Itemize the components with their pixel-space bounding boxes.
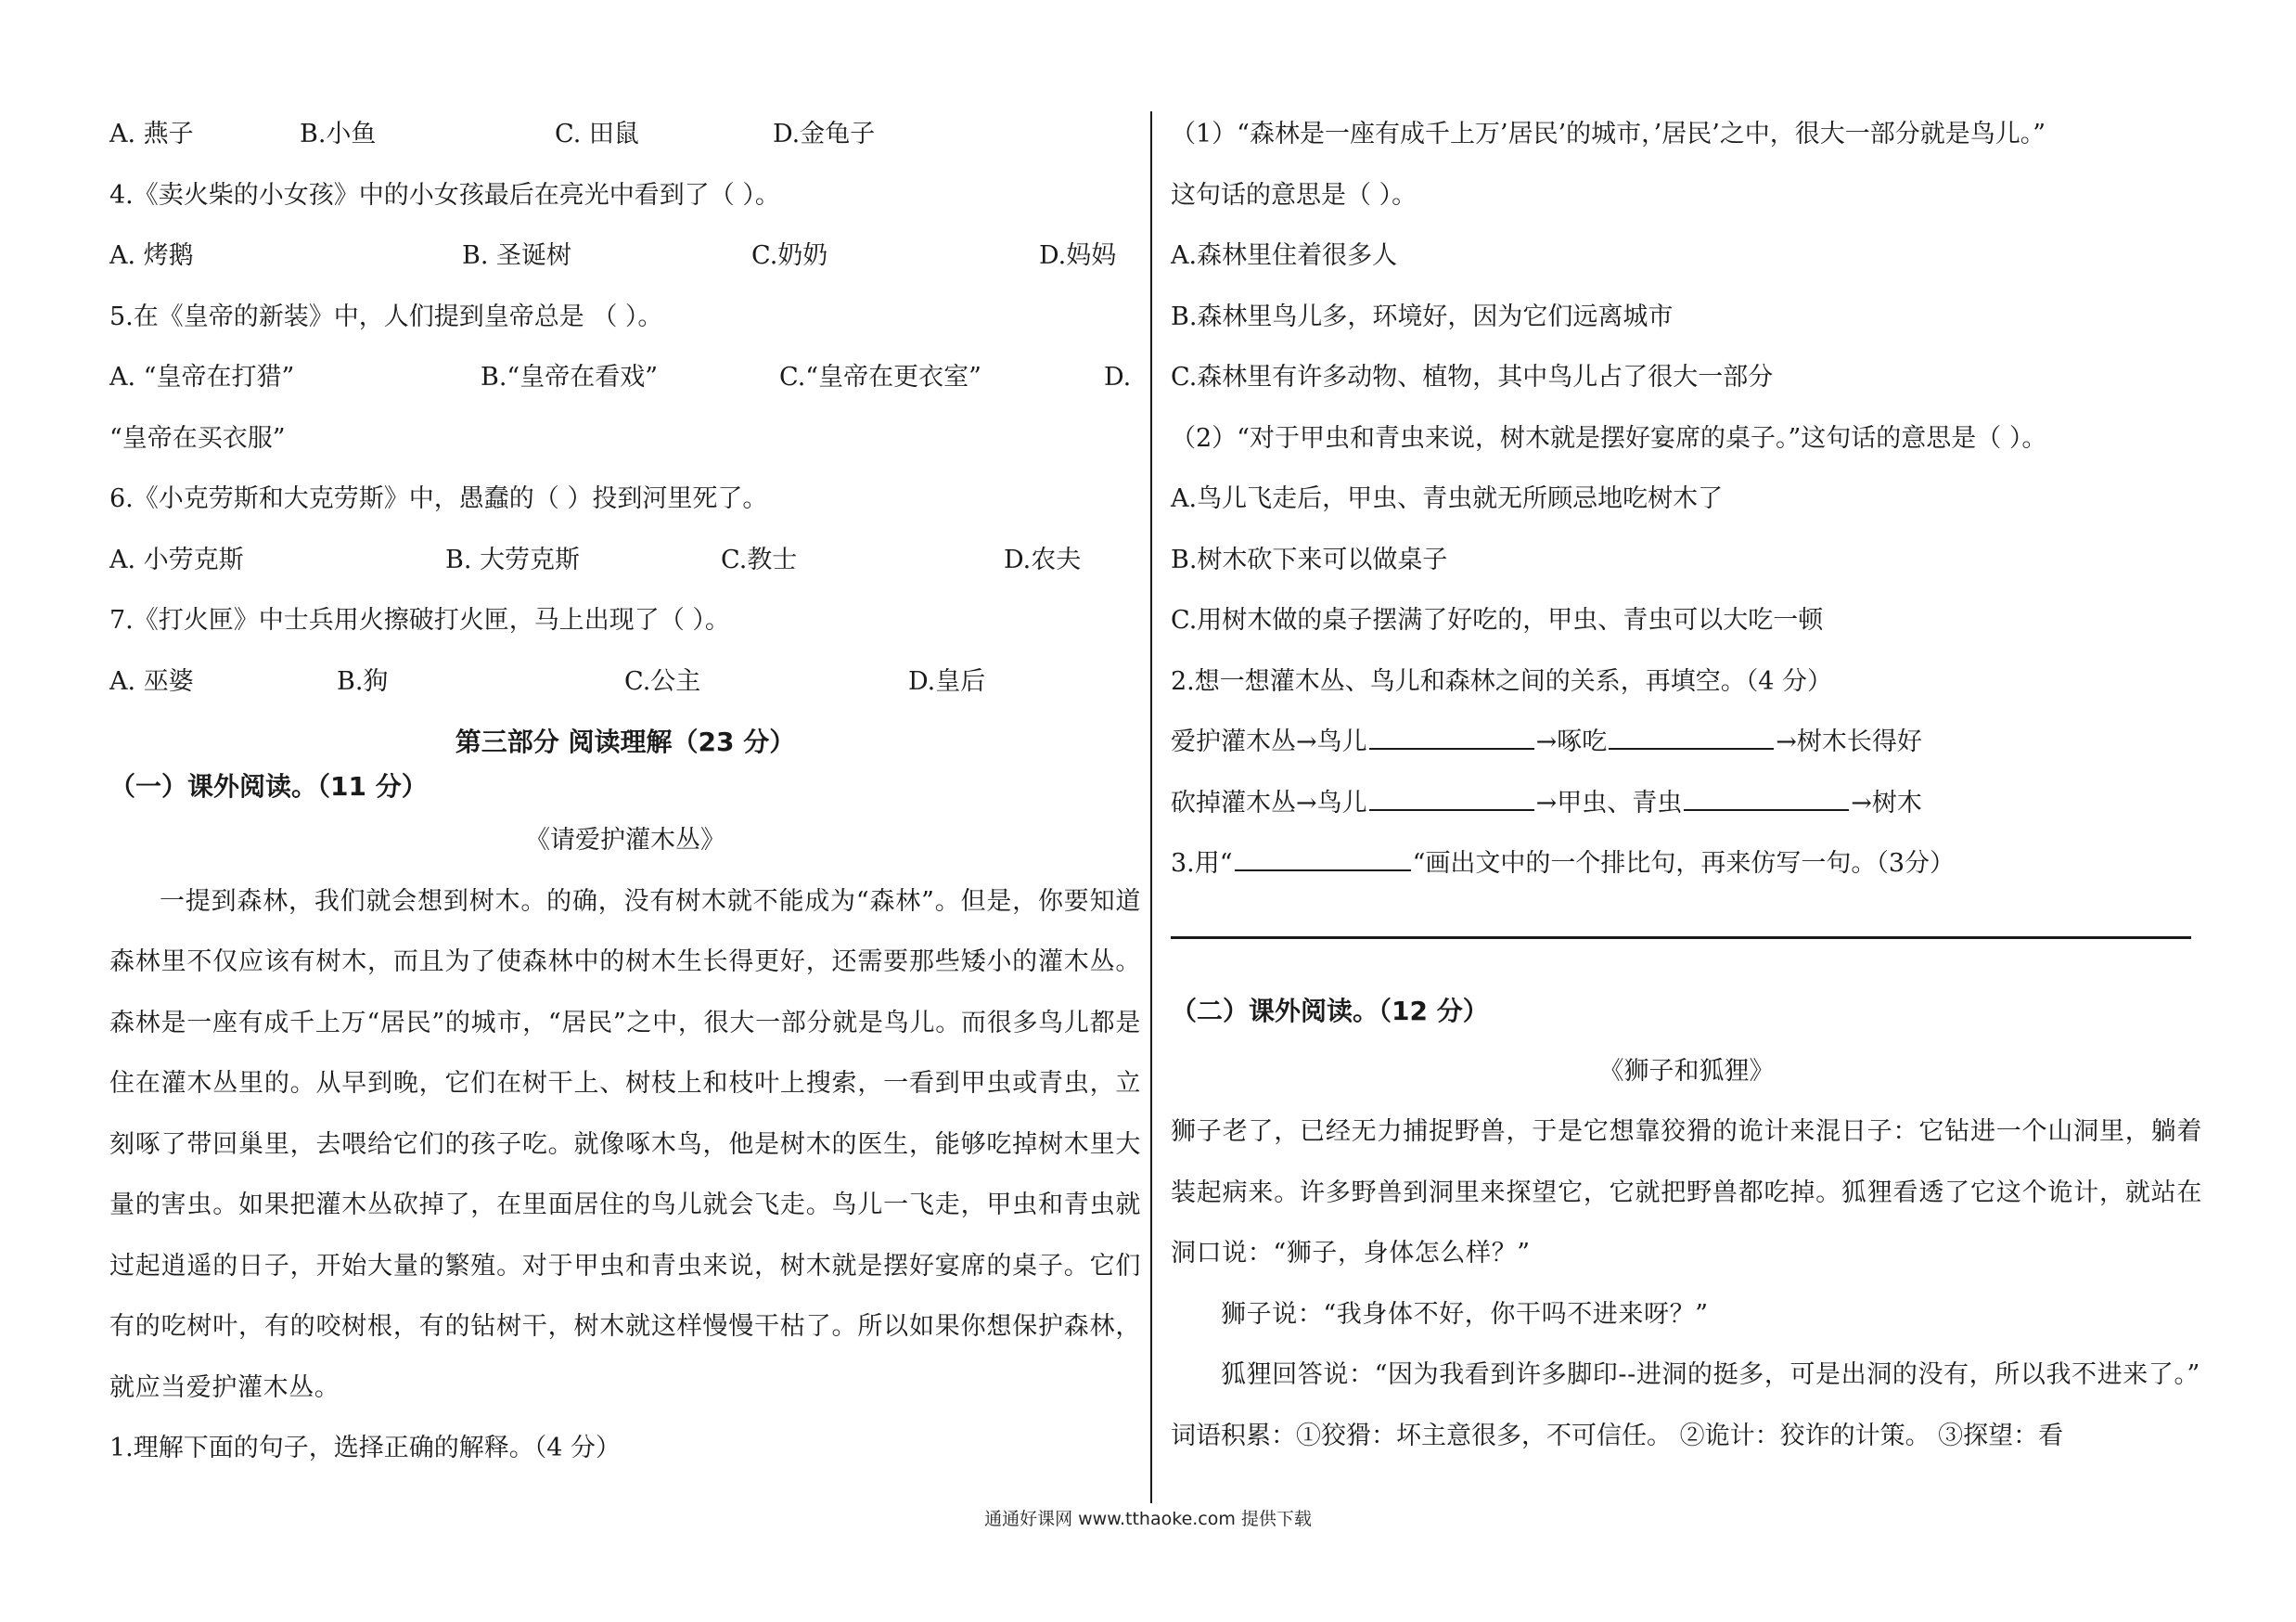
option-d: D.妈妈	[1039, 241, 1117, 270]
left-column	[109, 104, 1141, 1479]
right-column	[1171, 104, 2202, 1466]
fill-text: →啄吃	[1535, 727, 1608, 756]
answer-blank[interactable]	[1684, 787, 1849, 811]
sub2-option-a: A.鸟儿飞走后，甲虫、青虫就无所顾忌地吃树木了	[1171, 484, 1724, 513]
part3-heading: 第三部分 阅读理解（23 分）	[455, 727, 796, 757]
option-c: C.公主	[624, 666, 701, 696]
q5-options	[109, 347, 1141, 408]
q4-options	[109, 225, 1141, 287]
q3-options	[109, 104, 1141, 165]
option-d: D.金龟子	[773, 120, 876, 148]
reading2-heading: （二）课外阅读。（12 分）	[1171, 995, 1489, 1026]
q3-suffix: “画出文中的一个排比句，再来仿写一句。（3分）	[1412, 849, 1956, 878]
q7-options	[109, 651, 1141, 713]
fill-text: 爱护灌木丛→鸟儿	[1171, 727, 1367, 756]
question-4: 4.《卖火柴的小女孩》中的小女孩最后在亮光中看到了（ ）。	[109, 180, 780, 210]
sub1-option-a: A.森林里住着很多人	[1171, 241, 1398, 270]
option-b: B. 圣诞树	[462, 241, 572, 270]
question-6: 6.《小克劳斯和大克劳斯》中，愚蠢的（ ）投到河里死了。	[109, 484, 768, 513]
reading1-title: 《请爱护灌木丛》	[525, 826, 725, 855]
fill-text: →甲虫、青虫	[1535, 788, 1683, 817]
reading2-paragraph-1: 狮子老了，已经无力捕捉野兽，于是它想靠狡猾的诡计来混日子：它钻进一个山洞里，躺着装起病来。许多野兽到洞里来探望它，它就把野兽都吃掉。狐狸看透了它这个诡计，就站在洞口说：“狮子，身体怎么样？”	[1171, 1117, 2202, 1268]
underline-mark	[1235, 847, 1411, 871]
sub-question-2: （2）“对于甲虫和青虫来说，树木就是摆好宴席的桌子。”这句话的意思是（ ）。	[1171, 423, 2047, 453]
option-c: C.“皇帝在更衣室”	[779, 363, 981, 392]
option-b: B.狗	[337, 666, 389, 696]
sub-question-1-cont: 这句话的意思是（ ）。	[1171, 180, 1417, 210]
question-2: 2.想一想灌木丛、鸟儿和森林之间的关系，再填空。（4 分）	[1171, 666, 1833, 696]
answer-blank[interactable]	[1369, 787, 1534, 811]
question-3	[1171, 833, 2202, 895]
option-a: A. 烤鹅	[109, 241, 194, 270]
option-a: A. 燕子	[109, 120, 194, 148]
reading1-heading: （一）课外阅读。（11 分）	[109, 771, 428, 802]
question-7: 7.《打火匣》中士兵用火擦破打火匣，马上出现了（ ）。	[109, 606, 730, 635]
sub2-option-b: B.树木砍下来可以做桌子	[1171, 545, 1448, 574]
reading2-paragraph-3: 狐狸回答说：“因为我看到许多脚印--进洞的挺多，可是出洞的没有，所以我不进来了。”	[1221, 1360, 2200, 1389]
fill-text: →树木	[1851, 788, 1922, 817]
reading1-question-1: 1.理解下面的句子，选择正确的解释。（4 分）	[109, 1434, 622, 1462]
option-d: D.皇后	[908, 666, 986, 696]
option-b: B.小鱼	[300, 120, 377, 148]
reading1-passage: 一提到森林，我们就会想到树木。的确，没有树木就不能成为“森林”。但是，你要知道森林里不仅应该有树木，而且为了使森林中的树木生长得更好，还需要那些矮小的灌木丛。森林是一座有成千上万“居民”的城市，“居民”之中，很大一部分就是鸟儿。而很多鸟儿都是住在灌木丛里的。从早到晚，它们在树干上、树枝上和枝叶上搜索，一看到甲虫或青虫，立刻啄了带回巢里，去喂给它们的孩子吃。就像啄木鸟，他是树木的医生，能够吃掉树木里大量的害虫。如果把灌木丛砍掉了，在里面居住的鸟儿就会飞走。鸟儿一飞走，甲虫和青虫就过起逍遥的日子，开始大量的繁殖。对于甲虫和青虫来说，树木就是摆好宴席的桌子。它们有的吃树叶，有的咬树根，有的钻树干，树木就这样慢慢干枯了。所以如果你想保护森林，就应当爱护灌木丛。	[109, 886, 1141, 1402]
fill-text: 砍掉灌木丛→鸟儿	[1171, 788, 1367, 817]
answer-blank[interactable]	[1609, 726, 1774, 750]
sub2-option-c: C.用树木做的桌子摆满了好吃的，甲虫、青虫可以大吃一顿	[1171, 606, 1824, 635]
vocabulary-notes: 词语积累：①狡猾：坏主意很多，不可信任。 ②诡计：狡诈的计策。 ③探望：看	[1171, 1421, 2064, 1450]
reading2-title: 《狮子和狐狸》	[1598, 1056, 1775, 1086]
section-divider	[1171, 936, 2191, 939]
option-a: A. 巫婆	[109, 666, 194, 696]
fill-text: →树木长得好	[1776, 727, 1922, 756]
sub1-option-b: B.森林里鸟儿多，环境好，因为它们远离城市	[1171, 302, 1674, 331]
option-d: D.农夫	[1004, 545, 1082, 574]
q5-option-d-text: “皇帝在买衣服”	[109, 423, 286, 453]
question-5: 5.在《皇帝的新装》中，人们提到皇帝总是 （ ）。	[109, 302, 663, 331]
option-c: C.教士	[721, 545, 798, 574]
column-divider	[1150, 111, 1152, 1503]
option-c: C. 田鼠	[555, 120, 639, 148]
option-b: B.“皇帝在看戏”	[481, 363, 659, 392]
option-a: A. “皇帝在打猎”	[109, 363, 295, 392]
q3-prefix: 3.用“	[1171, 849, 1233, 878]
reading2-paragraph-2: 狮子说：“我身体不好，你干吗不进来呀？”	[1221, 1299, 1709, 1329]
q6-options	[109, 530, 1141, 591]
option-a: A. 小劳克斯	[109, 545, 244, 574]
fill-row-2	[1171, 773, 2202, 834]
sub-question-1: （1）“森林是一座有成千上万’居民’的城市，’居民’之中，很大一部分就是鸟儿。”	[1171, 120, 2046, 148]
fill-row-1	[1171, 712, 2202, 773]
option-b: B. 大劳克斯	[445, 545, 581, 574]
sub1-option-c: C.森林里有许多动物、植物，其中鸟儿占了很大一部分	[1171, 363, 1774, 392]
footer-source: 通通好课网 www.tthaoke.com 提供下载	[984, 1509, 1312, 1529]
option-d: D.	[1104, 363, 1132, 392]
answer-blank[interactable]	[1369, 726, 1534, 750]
option-c: C.奶奶	[751, 241, 828, 270]
